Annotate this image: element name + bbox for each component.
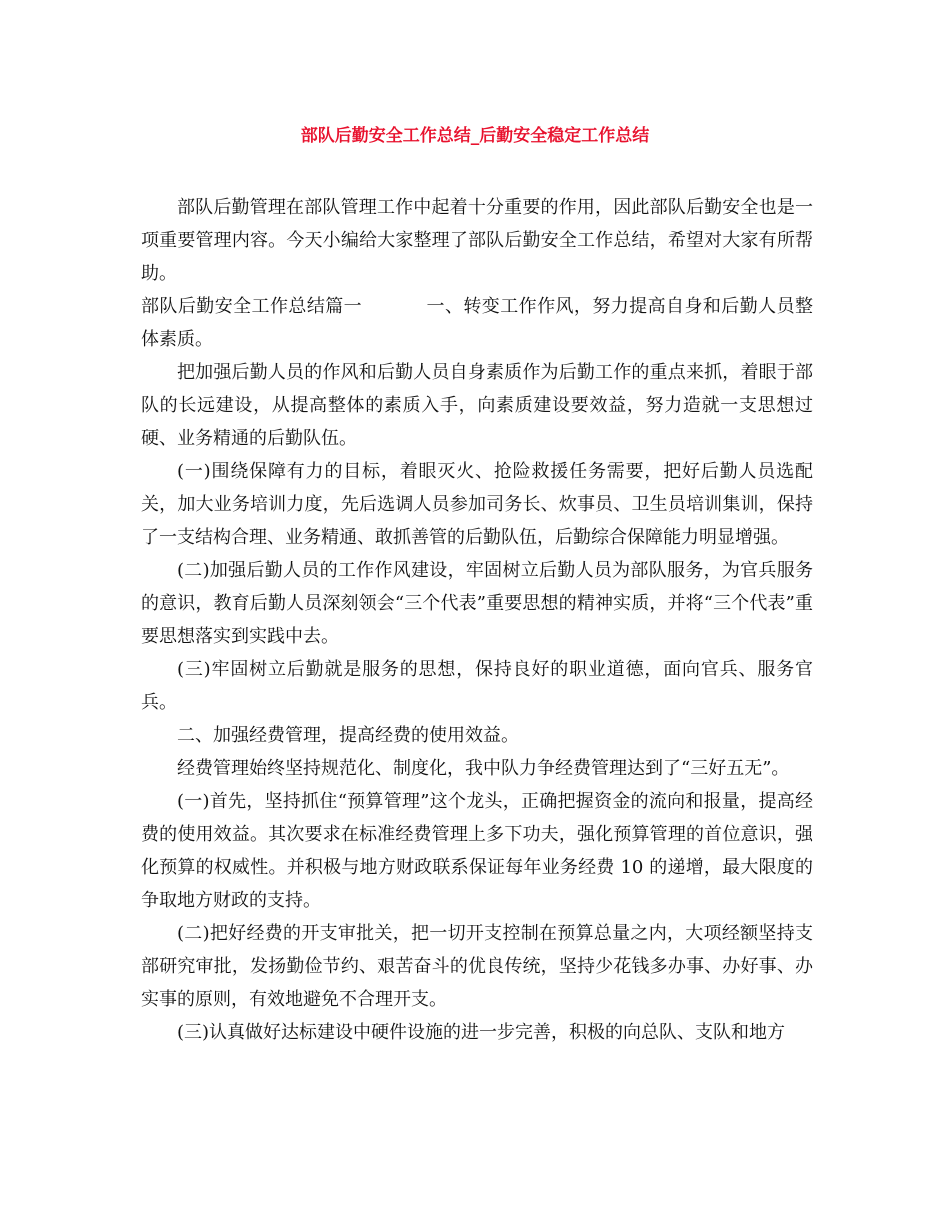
section-heading-text: 一、转变工作作风，努力提高自身和后勤人员整体素质。 bbox=[141, 296, 814, 350]
paragraph: 二、加强经费管理，提高经费的使用效益。 bbox=[177, 725, 519, 746]
paragraph: 把加强后勤人员的作风和后勤人员自身素质作为后勤工作的重点来抓，着眼于部队的长远建设，从提高整体的素质入手，向素质建设要效益，努力造就一支思想过硬、业务精通的后勤队伍。 bbox=[141, 362, 813, 449]
document-title: 部队后勤安全工作总结_后勤安全稳定工作总结 bbox=[300, 126, 650, 146]
paragraph-section-heading bbox=[141, 290, 813, 356]
paragraph-intro: 部队后勤管理在部队管理工作中起着十分重要的作用，因此部队后勤安全也是一项重要管理内容。今天小编给大家整理了部队后勤安全工作总结，希望对大家有所帮助。 bbox=[141, 197, 813, 284]
paragraph: (一)首先，坚持抓住“预算管理”这个龙头，正确把握资金的流向和报量，提高经费的使用效益。其次要求在标准经费管理上多下功夫，强化预算管理的首位意识，强化预算的权威性。并积极与地方财政联系保证每年业务经费 10 的递增，最大限度的争取地方财政的支持。 bbox=[141, 791, 813, 911]
paragraph: (三)牢固树立后勤就是服务的思想，保持良好的职业道德，面向官兵、服务官兵。 bbox=[141, 659, 813, 713]
paragraph: (二)把好经费的开支审批关，把一切开支控制在预算总量之内，大项经额坚持支部研究审批，发扬勤俭节约、艰苦奋斗的优良传统，坚持少花钱多办事、办好事、办实事的原则，有效地避免不合理开支。 bbox=[141, 923, 813, 1010]
paragraph: (一)围绕保障有力的目标，着眼灭火、抢险救援任务需要，把好后勤人员选配关，加大业务培训力度，先后选调人员参加司务长、炊事员、卫生员培训集训，保持了一支结构合理、业务精通、敢抓善管的后勤队伍，后勤综合保障能力明显增强。 bbox=[141, 461, 813, 548]
paragraph: (三)认真做好达标建设中硬件设施的进一步完善，积极的向总队、支队和地方 bbox=[177, 1022, 786, 1043]
section-lead: 部队后勤安全工作总结篇一 bbox=[141, 296, 363, 317]
document-body bbox=[141, 191, 813, 1049]
paragraph: (二)加强后勤人员的工作作风建设，牢固树立后勤人员为部队服务，为官兵服务的意识，教育后勤人员深刻领会“三个代表”重要思想的精神实质，并将“三个代表”重要思想落实到实践中去。 bbox=[141, 560, 813, 647]
paragraph: 经费管理始终坚持规范化、制度化，我中队力争经费管理达到了“三好五无”。 bbox=[177, 758, 790, 779]
